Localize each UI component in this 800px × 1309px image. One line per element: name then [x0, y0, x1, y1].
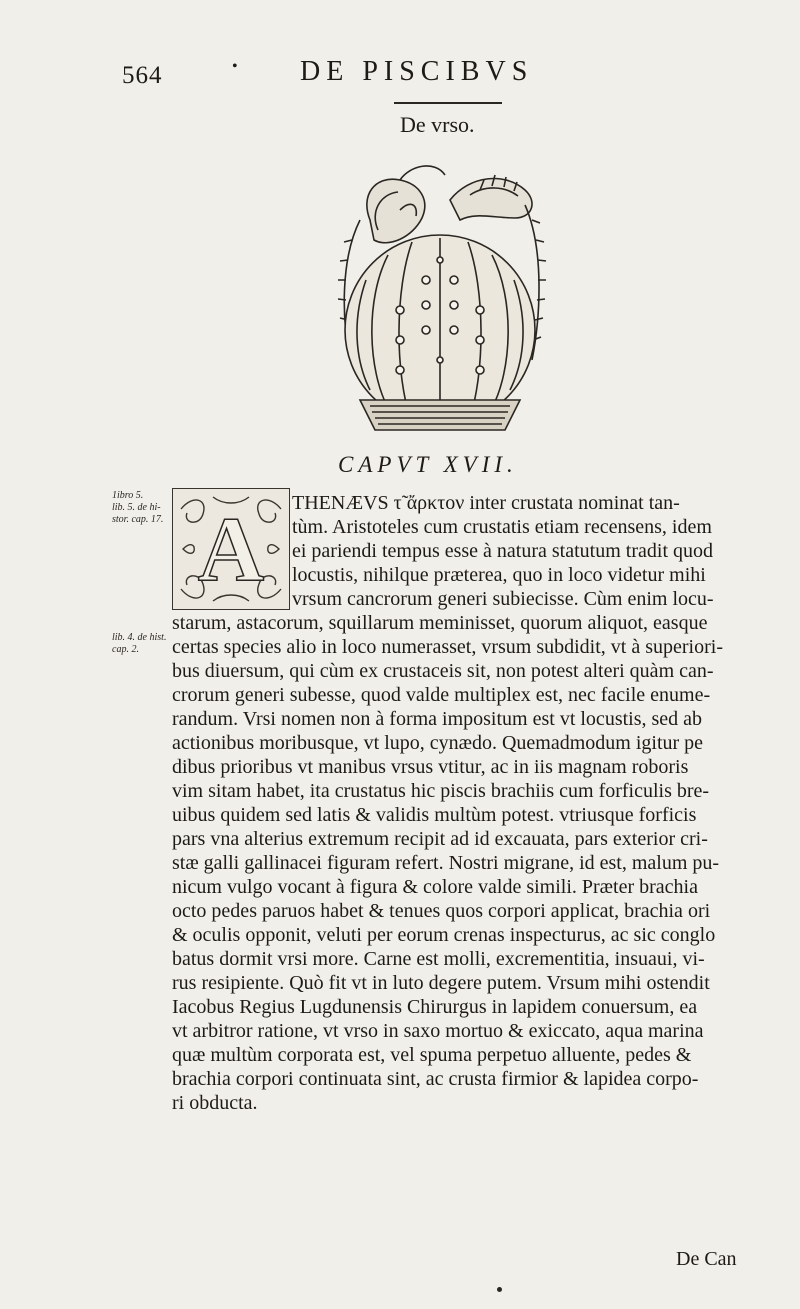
decorated-initial	[172, 488, 290, 610]
body-line: quæ multùm corporata est, vel spuma perpetuo alluente, pedes &	[172, 1044, 692, 1066]
body-line: Iacobus Regius Lugdunensis Chirurgus in lapidem conuersum, ea	[172, 996, 698, 1018]
body-line: uibus quidem sed latis & validis multùm potest. vtriusque forficis	[172, 804, 697, 826]
margin-note-line: stor. cap. 17.	[112, 514, 164, 525]
body-line: ei pariendi tempus esse à natura statutum tradit quod	[292, 540, 713, 562]
body-line: vrsum cancrorum generi subiecisse. Cùm enim locu-	[292, 588, 714, 610]
title-rule	[394, 102, 502, 104]
body-line: batus dormit vrsi more. Carne est molli, excrementitia, insuaui, vi-	[172, 948, 705, 970]
margin-note-line: 1ibro 5.	[112, 490, 144, 501]
running-title: DE PISCIBVS	[300, 56, 534, 87]
body-line: ri obducta.	[172, 1092, 258, 1114]
body-line: nicum vulgo vocant à figura & colore valde simili. Præter brachia	[172, 876, 698, 898]
crab-woodcut-icon	[300, 160, 560, 440]
body-line: bus diuersum, qui cùm ex crustaceis sit, non potest alteri quàm can-	[172, 660, 714, 682]
body-line: THENÆVS τ̃ ἄρκτον inter crustata nominat tan-	[292, 492, 680, 514]
margin-note-2	[112, 632, 166, 656]
margin-note-line: cap. 2.	[112, 644, 139, 655]
body-line: vt arbitror ratione, vt vrso in saxo mortuo & exiccato, aqua marina	[172, 1020, 704, 1042]
margin-note-line: lib. 4. de hist.	[112, 632, 167, 643]
body-line: brachia corpori continuata sint, ac crusta firmior & lapidea corpo-	[172, 1068, 699, 1090]
body-line: octo pedes paruos habet & tenues quos corpori applicat, brachia ori	[172, 900, 711, 922]
body-line: vim sitam habet, ita crustatus hic piscis brachiis cum forficulis bre-	[172, 780, 710, 802]
page-dot	[497, 1287, 502, 1292]
body-line: & oculis opponit, veluti per eorum crenas inspecturus, ac sic conglo	[172, 924, 716, 946]
body-line: starum, astacorum, squillarum meminisset, quorum aliquot, easque	[172, 612, 708, 634]
body-line: stæ galli gallinacei figuram refert. Nostri migrane, id est, malum pu-	[172, 852, 720, 874]
body-line: randum. Vrsi nomen non à forma impositum est vt locustis, sed ab	[172, 708, 703, 730]
margin-note-line: lib. 5. de hi-	[112, 502, 161, 513]
catchword: De Can	[676, 1248, 737, 1270]
section-subheading: De vrso.	[400, 112, 475, 137]
header-ornament: •	[232, 58, 238, 75]
body-line: dibus prioribus vt manibus vrsus vtitur, ac in iis magnam roboris	[172, 756, 689, 778]
margin-note-1	[112, 490, 163, 526]
body-line: rus resipiente. Quò fit vt in luto degere putem. Vrsum mihi ostendit	[172, 972, 710, 994]
page-number: 564	[122, 62, 163, 89]
chapter-heading: CAPVT XVII.	[338, 452, 518, 477]
body-line: tùm. Aristoteles cum crustatis etiam recensens, idem	[292, 516, 712, 538]
initial-letter: A	[197, 498, 265, 600]
body-line: locustis, nihilque præterea, quo in loco videtur mihi	[292, 564, 706, 586]
body-line: actionibus moribusque, vt lupo, cynædo. Quemadmodum igitur pe	[172, 732, 704, 754]
body-line: certas species alio in loco numerasset, vrsum subdidit, vt à superiori-	[172, 636, 723, 658]
body-line: crorum generi subesse, quod valde multiplex est, nec facile enume-	[172, 684, 711, 706]
body-line: pars vna alterius extremum recipit ad id excauata, pars exterior cri-	[172, 828, 708, 850]
